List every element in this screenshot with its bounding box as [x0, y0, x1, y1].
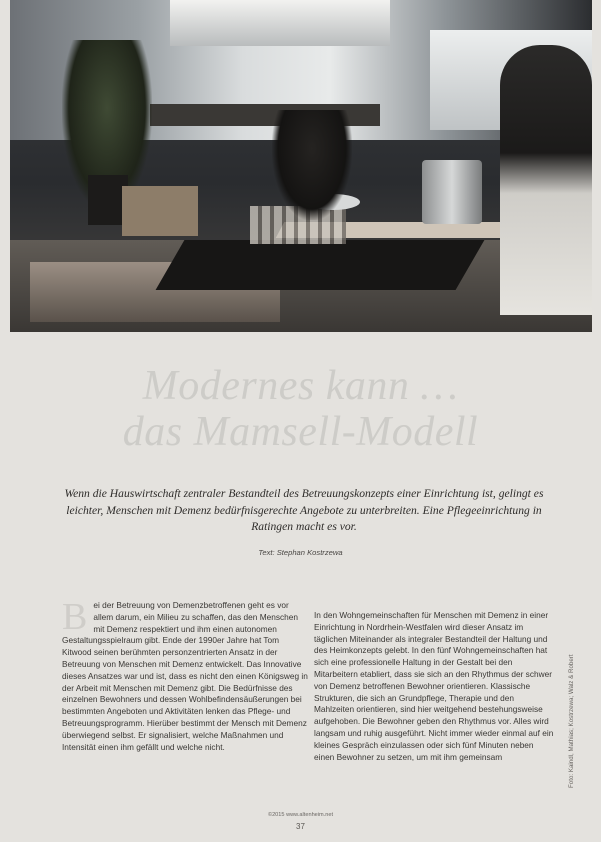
article-lede: Wenn die Hauswirtschaft zentraler Bestandteil des Betreuungskonzepts einer Einrichtung ist, gelingt es leichter, Menschen mit Demenz bedürfnisgerechte Angebote zu unterbreiten. Eine Pflegeeinrichtung in Ratingen macht es vor. [64, 487, 544, 533]
photo-cooking-pot [422, 160, 482, 224]
column-left-text: ei der Betreuung von Demenzbetroffenen geht es vor allem darum, ein Milieu zu schaffen, das den Menschen mit Demenz respektiert und ihm einen autonomen Gestaltungsspielraum gibt. Ende der 1990er Jahre hat Tom Kitwood seinen berühmten personzentrierten Ansatz in der Betreuung von Menschen mit Demenz entwickelt. Das Innovative dieses Ansatzes war und ist, dass es nicht den einen Königsweg in der Arbeit mit Menschen mit Demenz gibt. Die Bedürfnisse des einzelnen Bewohners und dessen Wohlbefindensäußerungen bei bestimmten Angeboten und Aktivitäten lenken das Pflege- und Betreuungsprogramm. Hierüber bestimmt der Mensch mit Demenz überwiegend selbst. Er signalisiert, welche Maßnahmen und Intensität einen ihm gefällt und welche nicht. [62, 600, 308, 752]
photo-person-bending [272, 110, 352, 220]
photo-chair [122, 186, 198, 236]
article-title-line1: Modernes kann … [142, 363, 459, 409]
article-title-line2: das Mamsell-Modell [122, 409, 479, 455]
article-byline: Text: Stephan Kostrzewa [258, 548, 343, 557]
photo-counter [156, 240, 485, 290]
photo-credit: Foto: Kaindl, Mathias; Kostrzewa; Walz & Robert [568, 654, 575, 788]
text-column-right [314, 610, 556, 763]
drop-cap: B [62, 596, 88, 638]
footer-website: ©2015 www.altenheim.net [267, 812, 334, 818]
photo-person-cooking [500, 45, 592, 315]
photo-extractor-hood [170, 0, 390, 46]
kitchen-photo [10, 0, 592, 332]
text-column-left [62, 596, 310, 753]
column-right-text: In den Wohngemeinschaften für Menschen mit Demenz in einer Einrichtung in Nordrhein-Westfalen wird dieser Ansatz im täglichen Miteinander als integraler Bestandteil der Haltung und des Heimkonzepts gelebt. In den fünf Wohngemeinschaften hat sich eine professionelle Haltung in der Gestalt bei den Mitarbeitern etabliert, dass sie sich an den Rhythmus der schwer von Demenz betroffenen Bewohner orientieren. Klassische Strukturen, die sich an Grundpflege, Therapie und den Mahlzeiten orientieren, sind hier weitgehend bestehungsweise aufgehoben. Die Bewohner geben den Rhythmus vor. Alles wird langsam und ruhig ausgeführt. Nicht immer wieder einmal auf ein kleines Gespräch einzulassen oder sich fünf Minuten neben einen Bewohner zu setzen, um mit ihm gemeinsam [314, 610, 554, 762]
page-number: 37 [296, 822, 305, 831]
